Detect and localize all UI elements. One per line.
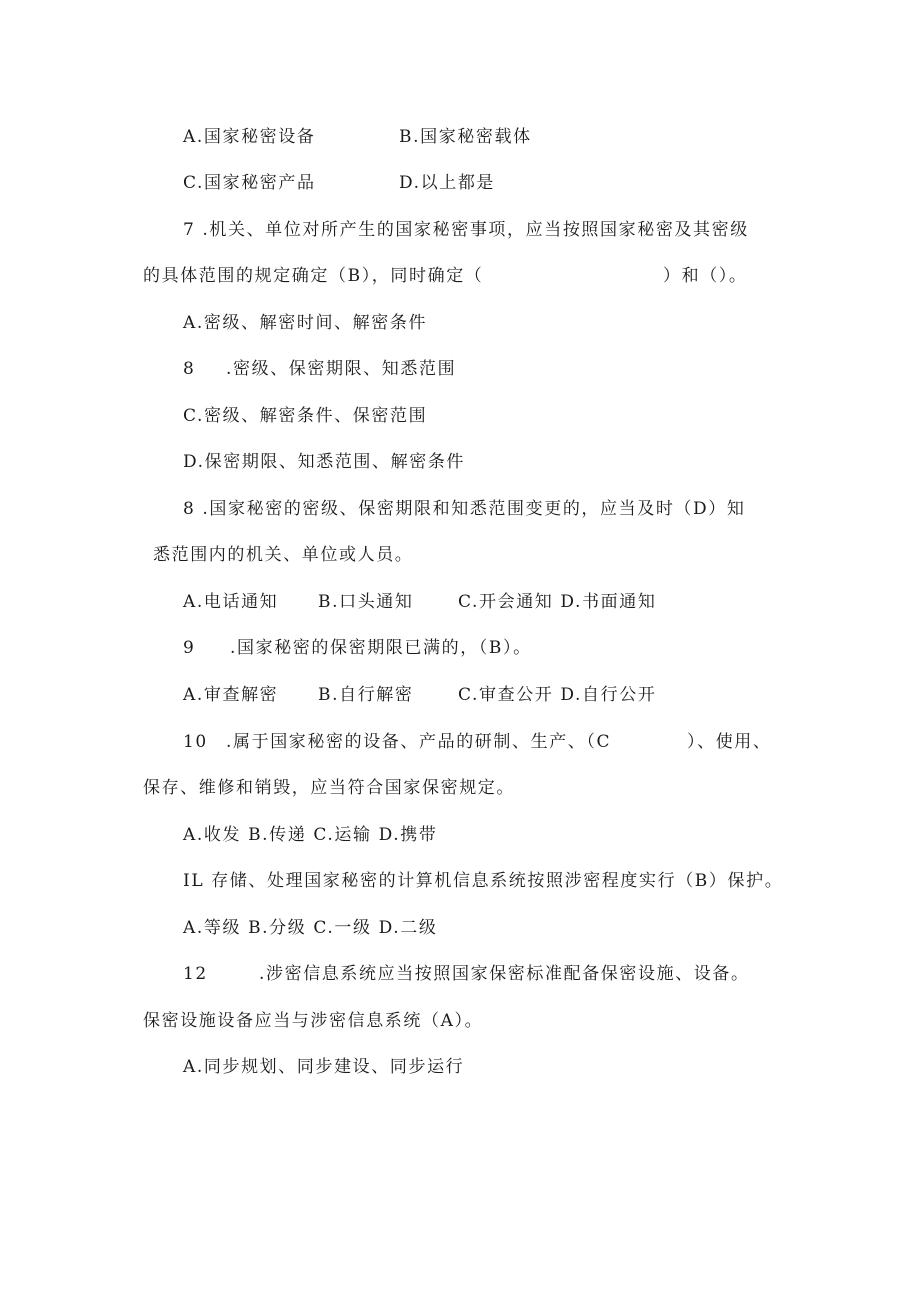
option-c: C.国家秘密产品 bbox=[183, 173, 316, 193]
option-c: C.密级、解密条件、保密范围 bbox=[183, 406, 428, 426]
option-b: B.口头通知 bbox=[318, 592, 414, 612]
question-7-line-1: 7 .机关、单位对所产生的国家秘密事项，应当按照国家秘密及其密级 bbox=[183, 220, 749, 240]
question-number: 9 bbox=[183, 638, 196, 658]
option-d: D.以上都是 bbox=[399, 173, 496, 193]
option-b: B.自行解密 bbox=[318, 685, 414, 705]
question-number: 12 bbox=[183, 964, 208, 984]
question-7-line-2: 的具体范围的规定确定（B），同时确定（ bbox=[143, 266, 484, 286]
question-8-line-1: 8 .国家秘密的密级、保密期限和知悉范围变更的，应当及时（D）知 bbox=[183, 499, 746, 519]
option-a: A.审查解密 bbox=[183, 685, 279, 705]
question-10-line-2: 保存、维修和销毁，应当符合国家保密规定。 bbox=[143, 778, 515, 798]
question-11: IL 存储、处理国家秘密的计算机信息系统按照涉密程度实行（B）保护。 bbox=[183, 871, 784, 891]
option-number: 8 bbox=[183, 359, 196, 379]
question-number: 10 bbox=[183, 732, 208, 752]
question-8-line-2: 悉范围内的机关、单位或人员。 bbox=[153, 545, 414, 565]
option-a: A.电话通知 bbox=[183, 592, 279, 612]
question-11-options: A.等级 B.分级 C.一级 D.二级 bbox=[183, 918, 438, 938]
question-12-line-1: .涉密信息系统应当按照国家保密标准配备保密设施、设备。 bbox=[259, 964, 750, 984]
question-7-line-2-end: ）和（）。 bbox=[663, 266, 748, 286]
option-a: A.国家秘密设备 bbox=[183, 127, 316, 147]
option-a: A.同步规划、同步建设、同步运行 bbox=[183, 1057, 465, 1077]
question-12-line-2: 保密设施设备应当与涉密信息系统（A）。 bbox=[143, 1011, 484, 1031]
question-10-options: A.收发 B.传递 C.运输 D.携带 bbox=[183, 825, 438, 845]
option-c-d: C.审查公开 D.自行公开 bbox=[458, 685, 657, 705]
option-b: .密级、保密期限、知悉范围 bbox=[226, 359, 457, 379]
option-d: D.保密期限、知悉范围、解密条件 bbox=[183, 452, 466, 472]
question-10-line-1: .属于国家秘密的设备、产品的研制、生产、（C bbox=[226, 732, 612, 752]
option-c-d: C.开会通知 D.书面通知 bbox=[458, 592, 657, 612]
option-a: A.密级、解密时间、解密条件 bbox=[183, 313, 428, 333]
option-b: B.国家秘密载体 bbox=[399, 127, 532, 147]
question-9: .国家秘密的保密期限已满的，（B）。 bbox=[230, 638, 532, 658]
question-10-line-1-end: ）、使用、 bbox=[687, 732, 772, 752]
